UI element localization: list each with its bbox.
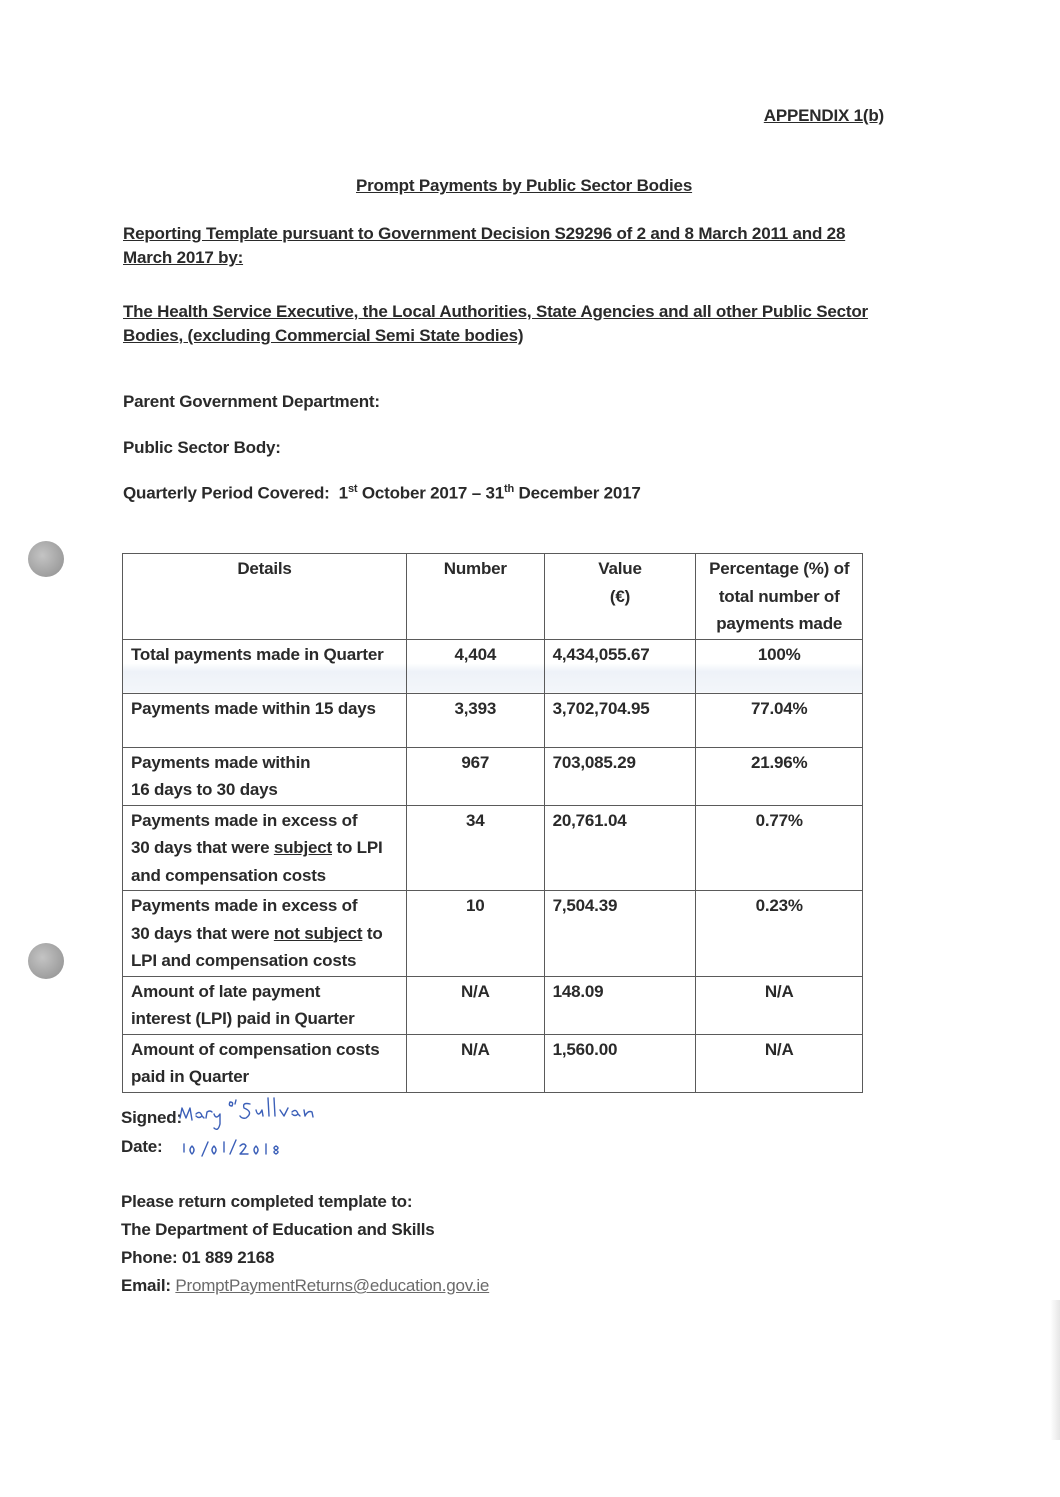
cell-details-a: Payments made in excess of xyxy=(131,810,358,830)
email-link[interactable]: PromptPaymentReturns@education.gov.ie xyxy=(175,1276,490,1295)
period-covered xyxy=(123,483,641,504)
cell-details xyxy=(123,805,407,891)
parent-department-label: Parent Government Department: xyxy=(123,392,380,411)
cell-details-line2: interest (LPI) paid in Quarter xyxy=(131,1009,355,1028)
reporting-template-text: Reporting Template pursuant to Government Decision S29296 of 2 and 8 March 2011 and 28 March 2017 by: xyxy=(123,224,846,267)
cell-percentage: N/A xyxy=(696,976,863,1034)
table-header-row xyxy=(123,554,863,640)
cell-percentage: 0.23% xyxy=(696,891,863,977)
cell-details: Total payments made in Quarter xyxy=(123,639,407,693)
header-value-line1: Value xyxy=(598,559,642,578)
header-percentage-line1: Percentage (%) of xyxy=(709,559,850,578)
cell-details-emphasis: not subject xyxy=(273,923,363,943)
cell-percentage: 100% xyxy=(696,639,863,693)
cell-percentage: 0.77% xyxy=(696,805,863,891)
return-email-line xyxy=(121,1276,489,1296)
cell-number: N/A xyxy=(407,976,545,1034)
cell-percentage: 77.04% xyxy=(696,693,863,747)
table-row xyxy=(123,693,863,747)
cell-details xyxy=(123,747,407,805)
cell-details: Payments made within 15 days xyxy=(123,693,407,747)
cell-details xyxy=(123,1034,407,1092)
header-value xyxy=(544,554,696,640)
return-instruction: Please return completed template to: xyxy=(121,1192,413,1211)
return-phone: Phone: 01 889 2168 xyxy=(121,1248,275,1267)
punch-hole-bottom xyxy=(28,943,64,979)
appendix-label: APPENDIX 1(b) xyxy=(763,106,884,125)
period-start-sup: st xyxy=(347,483,358,495)
table-row xyxy=(123,976,863,1034)
cell-value: 7,504.39 xyxy=(544,891,696,977)
cell-number: 34 xyxy=(407,805,545,891)
period-end-rest: December 2017 xyxy=(518,483,641,503)
table-row xyxy=(123,891,863,977)
table-row xyxy=(123,639,863,693)
cell-details-c: to LPI xyxy=(331,838,383,857)
cell-details-emphasis: subject xyxy=(273,838,332,857)
cell-value: 148.09 xyxy=(544,976,696,1034)
cell-details-line1: Amount of late payment xyxy=(131,981,321,1001)
cell-details-c: to xyxy=(362,923,383,943)
return-department: The Department of Education and Skills xyxy=(121,1220,435,1239)
cell-number: 967 xyxy=(407,747,545,805)
cell-details-line1: Payments made within xyxy=(131,752,311,772)
cell-value: 3,702,704.95 xyxy=(544,693,696,747)
date-label: Date: xyxy=(121,1137,163,1156)
header-value-line2: (€) xyxy=(609,586,631,606)
cell-number: 4,404 xyxy=(407,639,545,693)
signed-label: Signed: xyxy=(121,1108,182,1127)
cell-details-d: and compensation costs xyxy=(131,865,326,885)
period-label: Quarterly Period Covered: xyxy=(123,483,330,503)
cell-details-line1: Amount of compensation costs xyxy=(131,1039,380,1059)
table-row xyxy=(123,1034,863,1092)
punch-hole-top xyxy=(28,541,64,577)
cell-value: 4,434,055.67 xyxy=(544,639,696,693)
cell-details xyxy=(123,976,407,1034)
header-percentage xyxy=(696,554,863,640)
period-start-day: 1 xyxy=(338,483,348,503)
cell-details-b: 30 days that were xyxy=(131,838,274,857)
cell-details-b: 30 days that were xyxy=(131,923,274,943)
cell-details xyxy=(123,891,407,977)
handwritten-signature xyxy=(172,1088,412,1168)
cell-percentage: N/A xyxy=(696,1034,863,1092)
header-percentage-line3: payments made xyxy=(716,614,843,633)
cell-details-line2: 16 days to 30 days xyxy=(131,780,278,799)
cell-value: 1,560.00 xyxy=(544,1034,696,1092)
cell-details-line2: paid in Quarter xyxy=(131,1067,249,1086)
cell-number: 10 xyxy=(407,891,545,977)
email-label: Email: xyxy=(121,1276,171,1295)
public-sector-body-label: Public Sector Body: xyxy=(123,438,281,457)
cell-number: N/A xyxy=(407,1034,545,1092)
header-number: Number xyxy=(407,554,545,640)
cell-number: 3,393 xyxy=(407,693,545,747)
table-row xyxy=(123,747,863,805)
cell-percentage: 21.96% xyxy=(696,747,863,805)
header-percentage-line2: total number of xyxy=(718,586,840,606)
period-start-rest: October 2017 – 31 xyxy=(361,483,504,503)
cell-value: 703,085.29 xyxy=(544,747,696,805)
scan-edge-shadow xyxy=(1050,1300,1060,1440)
header-details: Details xyxy=(123,554,407,640)
cell-value: 20,761.04 xyxy=(544,805,696,891)
cell-details-d: LPI and compensation costs xyxy=(131,951,357,970)
prompt-payments-table xyxy=(122,553,863,1093)
bodies-text: The Health Service Executive, the Local Authorities, State Agencies and all other Public Sector Bodies, (excluding Commercial Semi State bodies) xyxy=(123,302,868,345)
cell-details-a: Payments made in excess of xyxy=(131,896,358,915)
table-row xyxy=(123,805,863,891)
period-end-sup: th xyxy=(504,483,514,495)
document-title: Prompt Payments by Public Sector Bodies xyxy=(356,176,693,195)
